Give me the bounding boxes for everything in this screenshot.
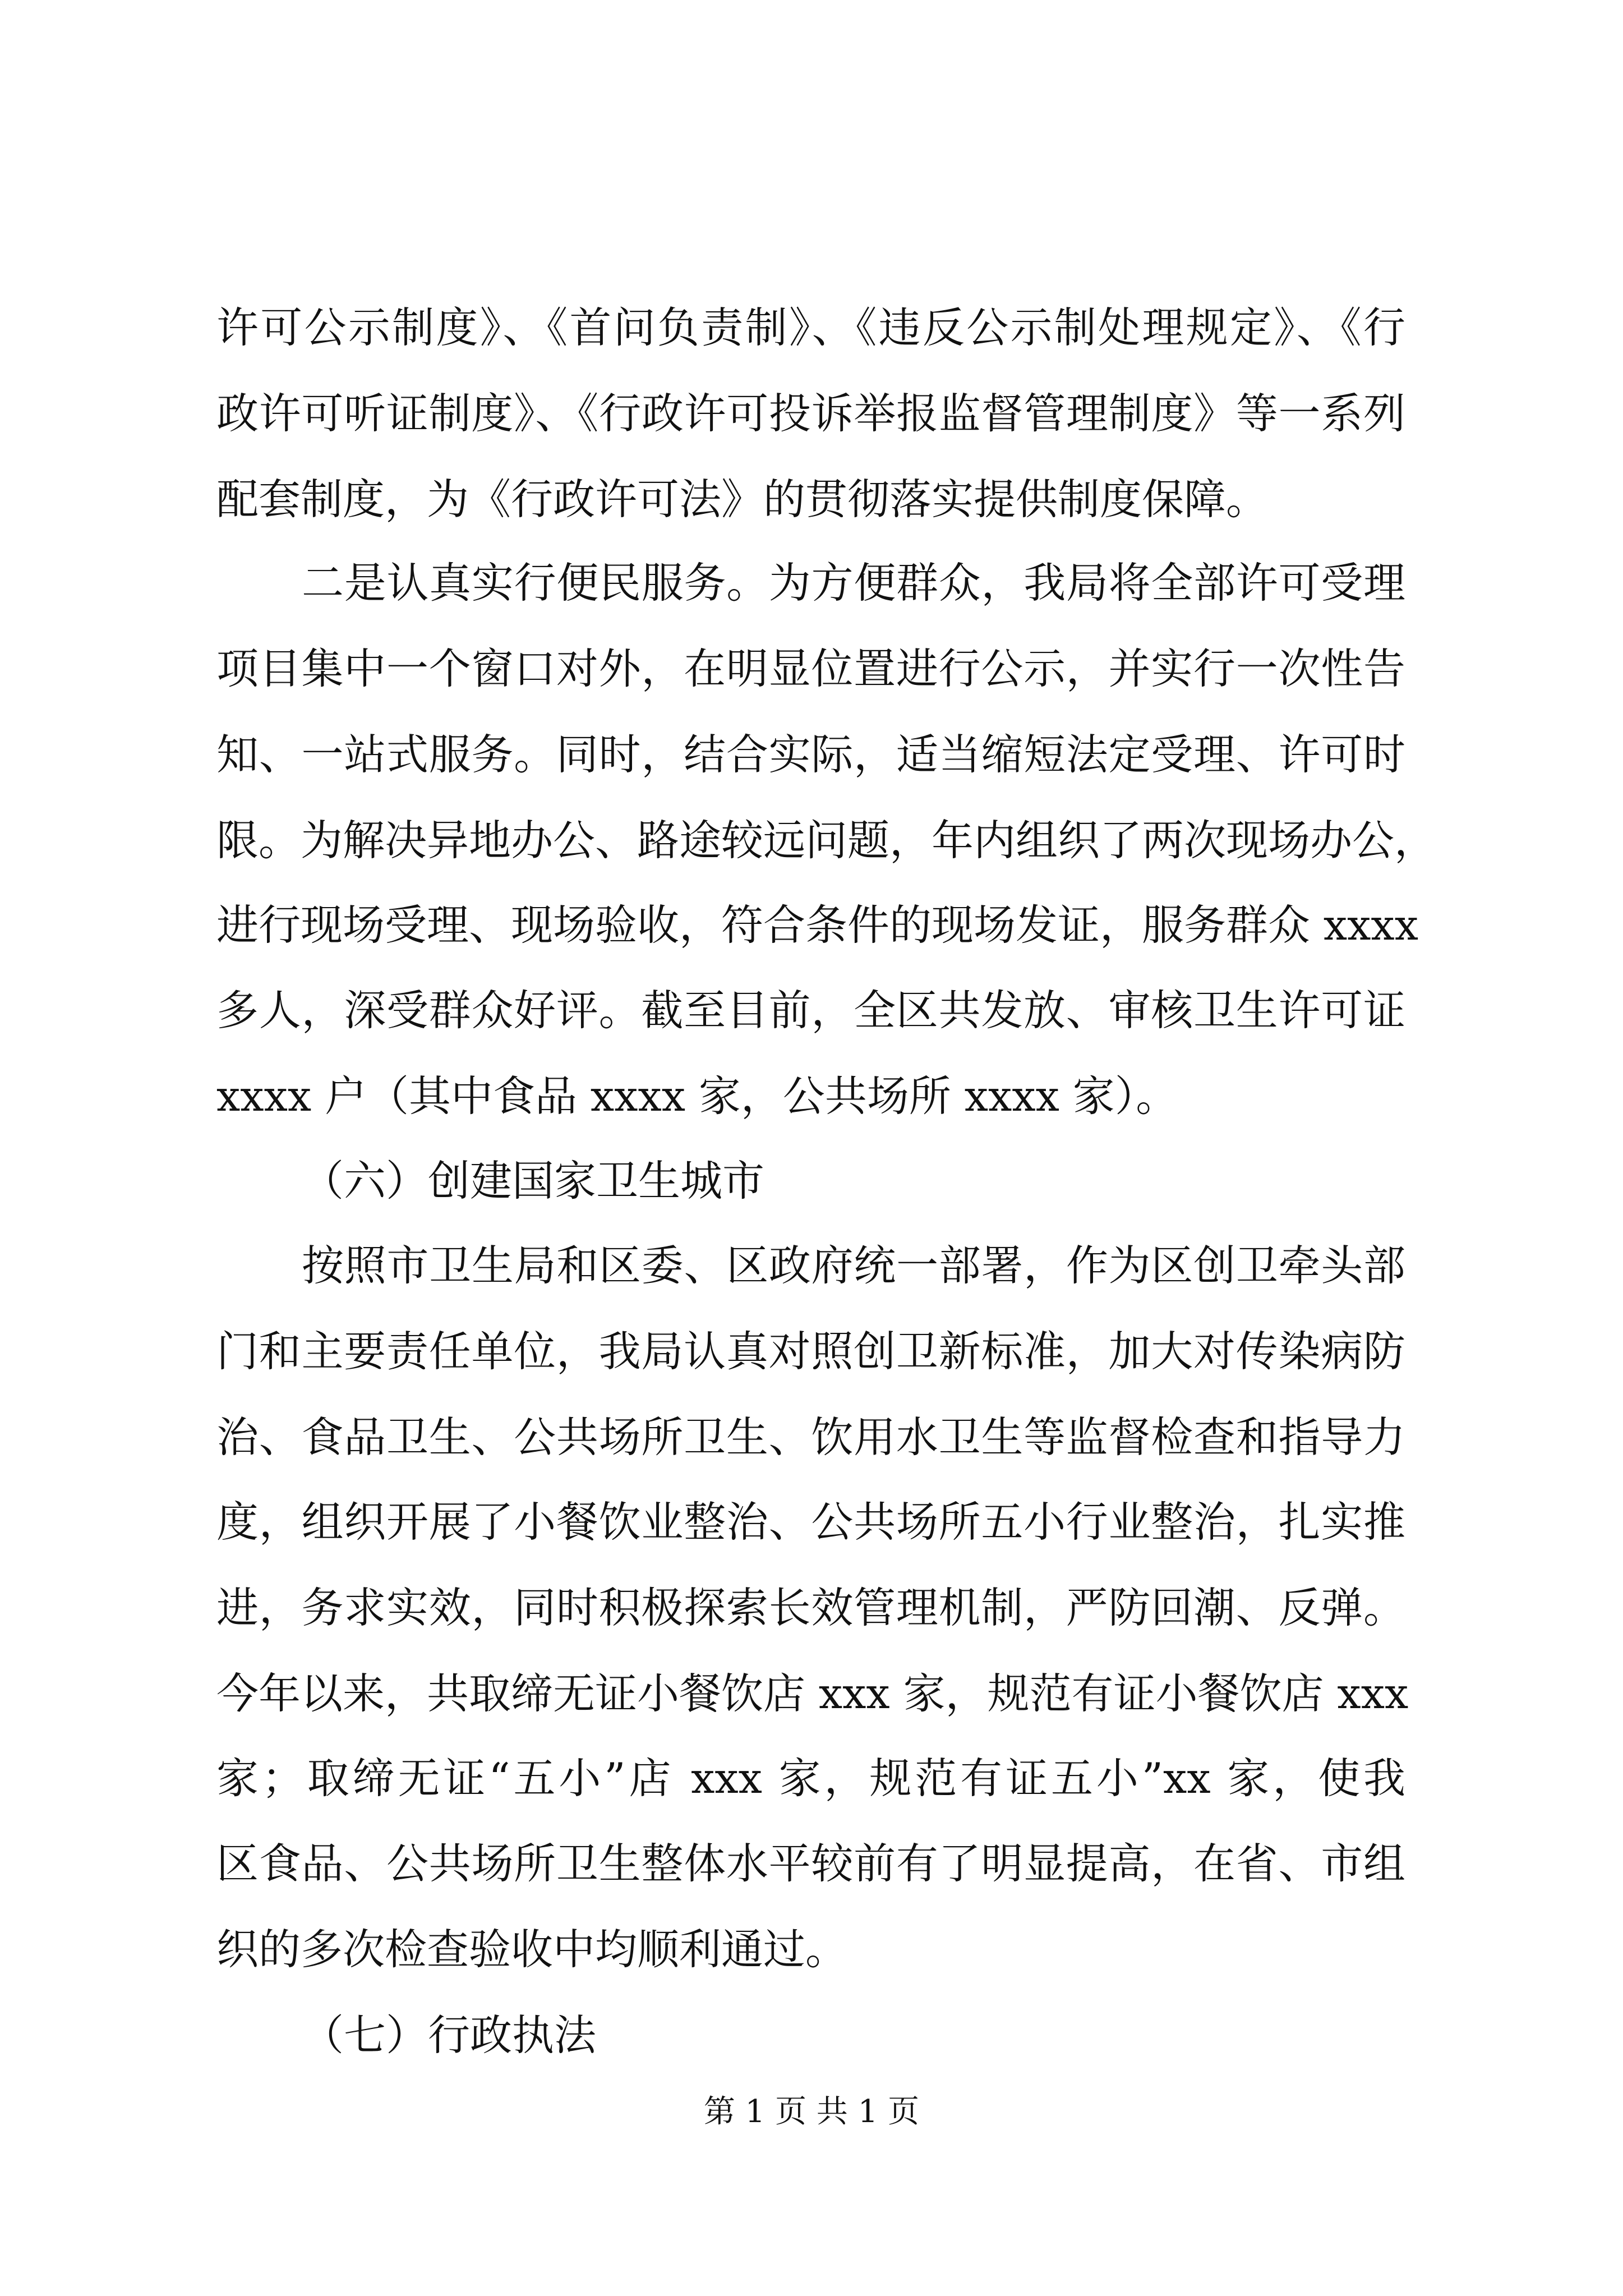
paragraph-line: 配套制度，为《行政许可法》的贯彻落实提供制度保障。 [216, 475, 1269, 524]
paragraph-line: 治、食品卫生、公共场所卫生、饮用水卫生等监督检查和指导力 [216, 1412, 1405, 1462]
paragraph-line: 限。为解决异地办公、路途较远问题，年内组织了两次现场办公， [216, 816, 1437, 865]
paragraph-line: 织的多次检查验收中均顺利通过。 [216, 1925, 848, 1974]
section-heading: （六）创建国家卫生城市 [302, 1156, 765, 1205]
paragraph-line: 二是认真实行便民服务。为方便群众，我局将全部许可受理 [302, 558, 1405, 608]
paragraph-line: 区食品、公共场所卫生整体水平较前有了明显提高，在省、市组 [216, 1839, 1405, 1888]
paragraph-line: 多人，深受群众好评。截至目前，全区共发放、审核卫生许可证 [216, 986, 1405, 1035]
paragraph-line: 门和主要责任单位，我局认真对照创卫新标准，加大对传染病防 [216, 1327, 1405, 1376]
section-heading: （七）行政执法 [302, 2010, 597, 2060]
paragraph-line: 按照市卫生局和区委、区政府统一部署，作为区创卫牵头部 [302, 1241, 1405, 1290]
paragraph-line: 进行现场受理、现场验收，符合条件的现场发证，服务群众 xxxx [216, 900, 1419, 950]
paragraph-line: xxxx 户（其中食品 xxxx 家，公共场所 xxxx 家）。 [216, 1071, 1178, 1121]
paragraph-line: 度，组织开展了小餐饮业整治、公共场所五小行业整治，扎实推 [216, 1497, 1405, 1547]
paragraph-line: 项目集中一个窗口对外，在明显位置进行公示，并实行一次性告 [216, 644, 1405, 693]
paragraph-line: 知、一站式服务。同时，结合实际，适当缩短法定受理、许可时 [216, 730, 1405, 779]
page-number-footer: 第 1 页 共 1 页 [703, 2093, 920, 2130]
paragraph-line: 政许可听证制度》、《行政许可投诉举报监督管理制度》等一系列 [216, 389, 1405, 438]
paragraph-line: 家；取缔无证“五小”店 xxx 家，规范有证五小”xx 家，使我 [216, 1754, 1405, 1803]
paragraph-line: 许可公示制度》、《首问负责制》、《违反公示制处理规定》、《行 [216, 303, 1405, 352]
paragraph-line: 今年以来，共取缔无证小餐饮店 xxx 家，规范有证小餐饮店 xxx [216, 1669, 1409, 1718]
paragraph-line: 进，务求实效，同时积极探索长效管理机制，严防回潮、反弹。 [216, 1583, 1405, 1632]
